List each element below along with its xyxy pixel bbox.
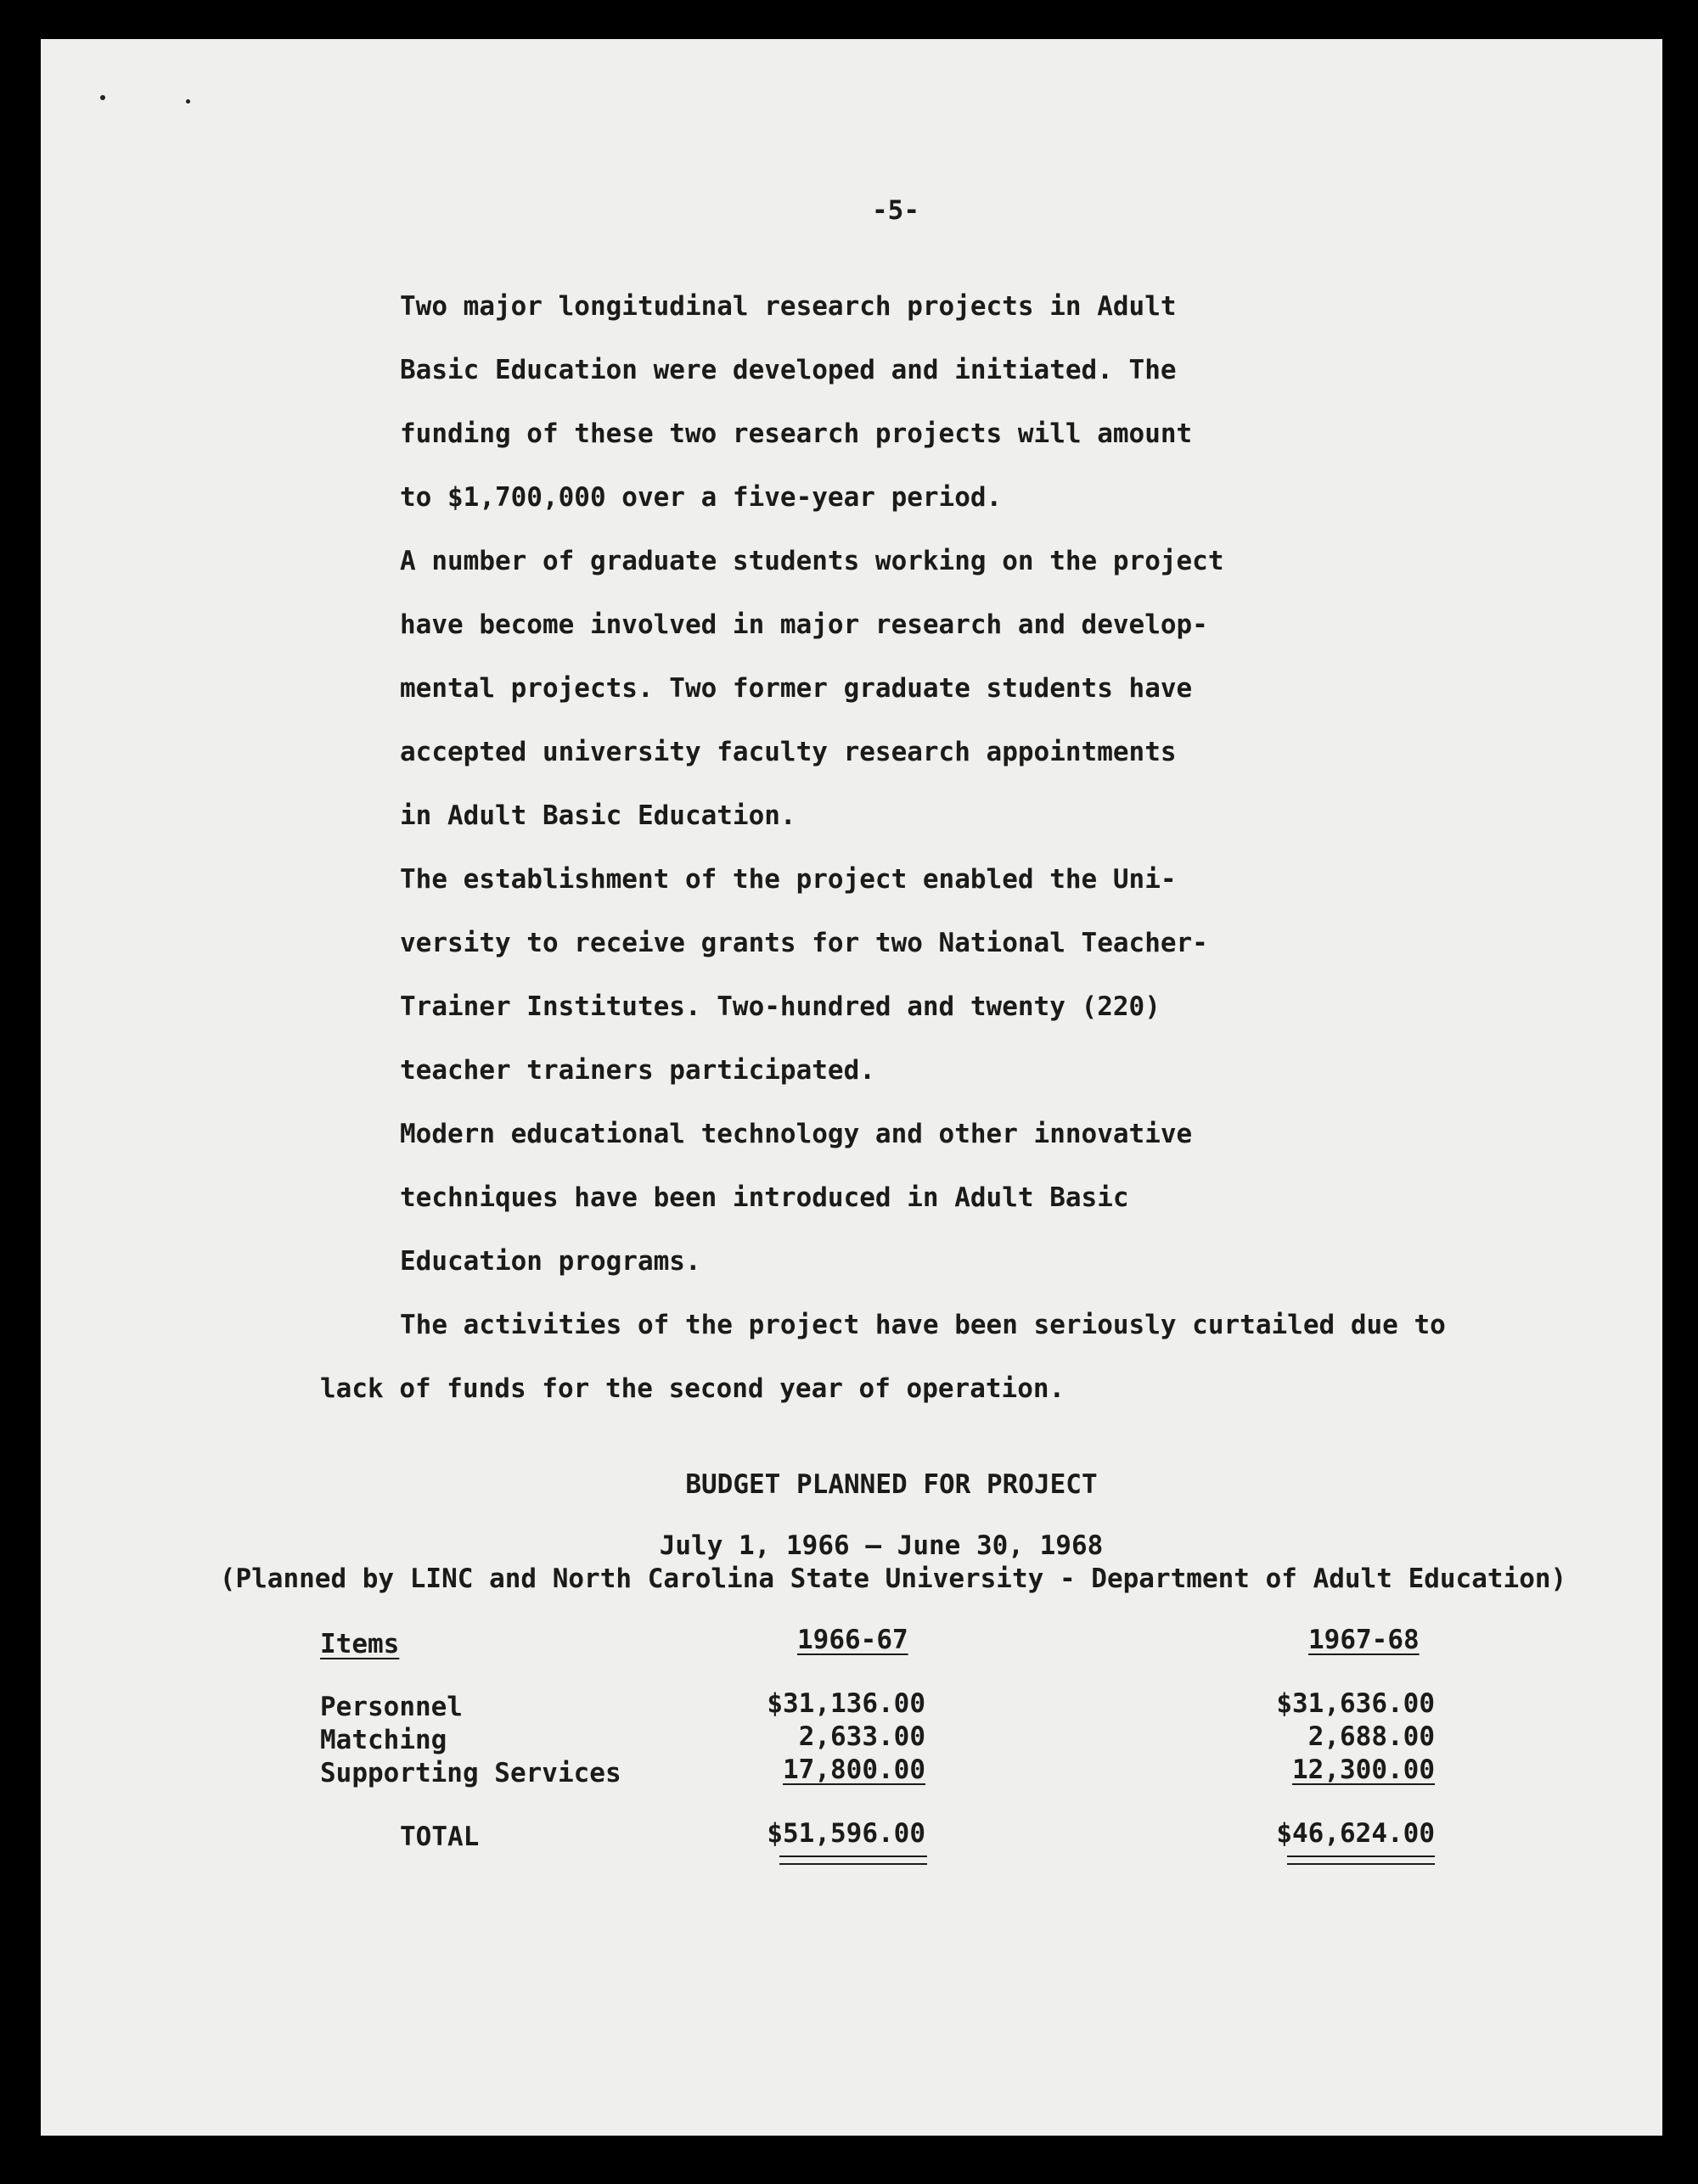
- total-value-1967-68: $46,624.00: [1276, 1818, 1435, 1849]
- page-number: -5-: [872, 195, 919, 226]
- body-line: to $1,700,000 over a five-year period.: [400, 482, 1003, 513]
- row-item-label: Supporting Services: [320, 1758, 621, 1788]
- scan-mark-dot: [100, 95, 105, 100]
- body-line: techniques have been introduced in Adult Basic: [400, 1182, 1129, 1213]
- body-line: funding of these two research projects will amount: [400, 418, 1193, 449]
- column-header-1966-67: 1966-67: [797, 1625, 908, 1655]
- total-double-underline: [779, 1863, 927, 1865]
- body-line: Modern educational technology and other innovative: [400, 1119, 1193, 1149]
- body-line: mental projects. Two former graduate students have: [400, 673, 1193, 704]
- column-header-1967-68: 1967-68: [1308, 1625, 1420, 1655]
- row-value-1966-67: 2,633.00: [798, 1721, 925, 1752]
- body-line: A number of graduate students working on the project: [400, 546, 1224, 576]
- scan-mark-dot: [186, 99, 190, 104]
- row-value-1967-68: 2,688.00: [1307, 1721, 1435, 1752]
- row-item-label: Personnel: [320, 1692, 463, 1722]
- row-value-1966-67: 17,800.00: [783, 1754, 925, 1785]
- body-line: Two major longitudinal research projects in Adult: [400, 291, 1177, 322]
- row-value-1967-68: $31,636.00: [1276, 1688, 1435, 1719]
- body-line: accepted university faculty research appointments: [400, 737, 1177, 767]
- body-line: Education programs.: [400, 1246, 701, 1277]
- row-value-1967-68: 12,300.00: [1292, 1754, 1435, 1785]
- body-line: The establishment of the project enabled the Uni-: [400, 864, 1177, 895]
- row-value-1966-67: $31,136.00: [767, 1688, 925, 1719]
- budget-title: BUDGET PLANNED FOR PROJECT: [685, 1469, 1098, 1500]
- budget-planned-by: (Planned by LINC and North Carolina State University - Department of Adult Education): [219, 1564, 1567, 1594]
- body-line: The activities of the project have been seriously curtailed due to: [400, 1310, 1446, 1340]
- body-line: versity to receive grants for two National Teacher-: [400, 928, 1208, 958]
- body-line: lack of funds for the second year of operation.: [320, 1373, 1065, 1404]
- total-double-underline: [779, 1856, 927, 1857]
- total-value-1966-67: $51,596.00: [767, 1818, 925, 1849]
- body-line: Basic Education were developed and initiated. The: [400, 355, 1177, 385]
- body-line: have become involved in major research and develop-: [400, 609, 1208, 640]
- total-double-underline: [1287, 1856, 1435, 1857]
- body-line: Trainer Institutes. Two-hundred and twenty (220): [400, 991, 1161, 1022]
- total-label: TOTAL: [400, 1822, 480, 1852]
- total-double-underline: [1287, 1863, 1435, 1865]
- budget-dates: July 1, 1966 — June 30, 1968: [659, 1530, 1104, 1561]
- body-line: teacher trainers participated.: [400, 1055, 875, 1086]
- body-line: in Adult Basic Education.: [400, 800, 796, 831]
- column-header-items: Items: [320, 1629, 400, 1659]
- row-item-label: Matching: [320, 1725, 447, 1755]
